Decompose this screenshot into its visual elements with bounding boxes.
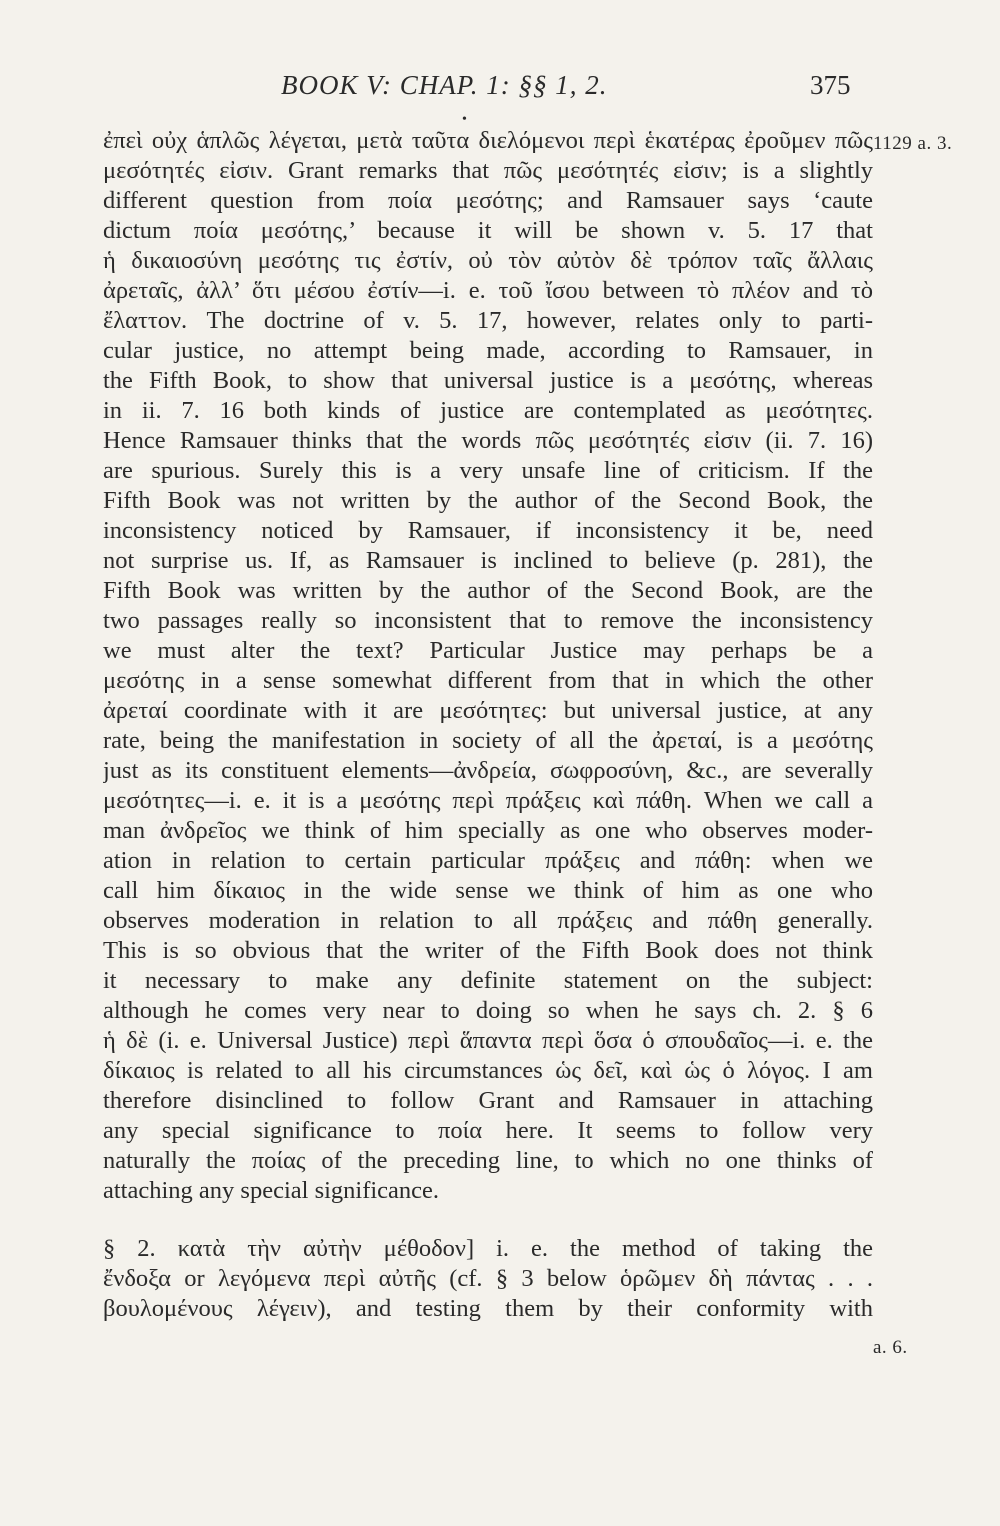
text-line: different question from ποία μεσότης; and Ramsauer says ‘caute: [103, 187, 873, 214]
print-mark: •: [462, 112, 467, 127]
text-line: μεσότης in a sense somewhat different from that in which the other: [103, 667, 873, 694]
text-line: βουλομένους λέγειν), and testing them by their conformity with: [103, 1295, 873, 1322]
text-line: just as its constituent elements—ἀνδρεία, σωφροσύνη, &c., are severally: [103, 757, 873, 784]
text-line: attaching any special significance.: [103, 1177, 440, 1204]
margin-reference: 1129 a. 3.: [873, 133, 953, 154]
page-number: 375: [810, 70, 851, 100]
body-text: [103, 126, 873, 1324]
paragraph-commentary: [103, 126, 873, 1206]
text-line: μεσότητές εἰσιν. Grant remarks that πῶς μεσότητές εἰσιν; is a slightly: [103, 157, 873, 184]
text-line: two passages really so inconsistent that to remove the inconsistency: [103, 607, 873, 634]
text-line: it necessary to make any definite statement on the subject:: [103, 967, 873, 994]
text-line: call him δίκαιος in the wide sense we think of him as one who: [103, 877, 873, 904]
margin-reference: a. 6.: [873, 1337, 908, 1358]
text-line: Fifth Book was written by the author of the Second Book, are the: [103, 577, 873, 604]
text-line: dictum ποία μεσότης,’ because it will be shown v. 5. 17 that: [103, 217, 873, 244]
text-line: Hence Ramsauer thinks that the words πῶς μεσότητές εἰσιν (ii. 7. 16): [103, 427, 873, 454]
text-line: not surprise us. If, as Ramsauer is inclined to believe (p. 281), the: [103, 547, 873, 574]
text-line: we must alter the text? Particular Justice may perhaps be a: [103, 637, 873, 664]
running-head: BOOK V: CHAP. 1: §§ 1, 2.: [281, 70, 608, 100]
text-line: ἀρεταῖς, ἀλλ’ ὅτι μέσου ἐστίν—i. e. τοῦ ἴσου between τὸ πλέον and τὸ: [103, 277, 873, 304]
text-line: ἐπεὶ οὐχ ἁπλῶς λέγεται, μετὰ ταῦτα διελόμενοι περὶ ἑκατέρας ἐροῦμεν πῶς: [103, 127, 873, 154]
text-line: although he comes very near to doing so when he says ch. 2. § 6: [103, 997, 873, 1024]
page-header: [0, 70, 1000, 110]
text-line: ἡ δὲ (i. e. Universal Justice) περὶ ἅπαντα περὶ ὅσα ὁ σπουδαῖος—i. e. the: [103, 1027, 873, 1054]
text-line: ἔλαττον. The doctrine of v. 5. 17, however, relates only to parti-: [103, 307, 873, 334]
text-line: cular justice, no attempt being made, according to Ramsauer, in: [103, 337, 873, 364]
text-line: therefore disinclined to follow Grant and Ramsauer in attaching: [103, 1087, 873, 1114]
text-line: inconsistency noticed by Ramsauer, if inconsistency it be, need: [103, 517, 873, 544]
text-line: ἀρεταί coordinate with it are μεσότητες: but universal justice, at any: [103, 697, 873, 724]
text-line: any special significance to ποία here. It seems to follow very: [103, 1117, 873, 1144]
paragraph-section-2: [103, 1234, 873, 1324]
text-line: ἡ δικαιοσύνη μεσότης τις ἐστίν, οὐ τὸν αὐτὸν δὲ τρόπον ταῖς ἄλλαις: [103, 247, 873, 274]
text-line: man ἀνδρεῖος we think of him specially as one who observes moder-: [103, 817, 873, 844]
text-line: Fifth Book was not written by the author of the Second Book, the: [103, 487, 873, 514]
text-line: naturally the ποίας of the preceding line, to which no one thinks of: [103, 1147, 873, 1174]
text-line: rate, being the manifestation in society of all the ἀρεταί, is a μεσότης: [103, 727, 873, 754]
text-line: are spurious. Surely this is a very unsafe line of criticism. If the: [103, 457, 873, 484]
text-line: ation in relation to certain particular πράξεις and πάθη: when we: [103, 847, 873, 874]
text-line: in ii. 7. 16 both kinds of justice are contemplated as μεσότητες.: [103, 397, 873, 424]
text-line: This is so obvious that the writer of the Fifth Book does not think: [103, 937, 873, 964]
text-line: δίκαιος is related to all his circumstances ὡς δεῖ, καὶ ὡς ὁ λόγος. I am: [103, 1057, 873, 1084]
text-line: μεσότητες—i. e. it is a μεσότης περὶ πράξεις καὶ πάθη. When we call a: [103, 787, 873, 814]
paragraph-gap: [103, 1206, 873, 1234]
text-line: observes moderation in relation to all πράξεις and πάθη generally.: [103, 907, 873, 934]
text-line: ἔνδοξα or λεγόμενα περὶ αὐτῆς (cf. § 3 below ὁρῶμεν δὴ πάντας . . .: [103, 1265, 873, 1292]
text-line: the Fifth Book, to show that universal justice is a μεσότης, whereas: [103, 367, 873, 394]
text-line: § 2. κατὰ τὴν αὐτὴν μέθοδον] i. e. the method of taking the: [103, 1235, 873, 1262]
